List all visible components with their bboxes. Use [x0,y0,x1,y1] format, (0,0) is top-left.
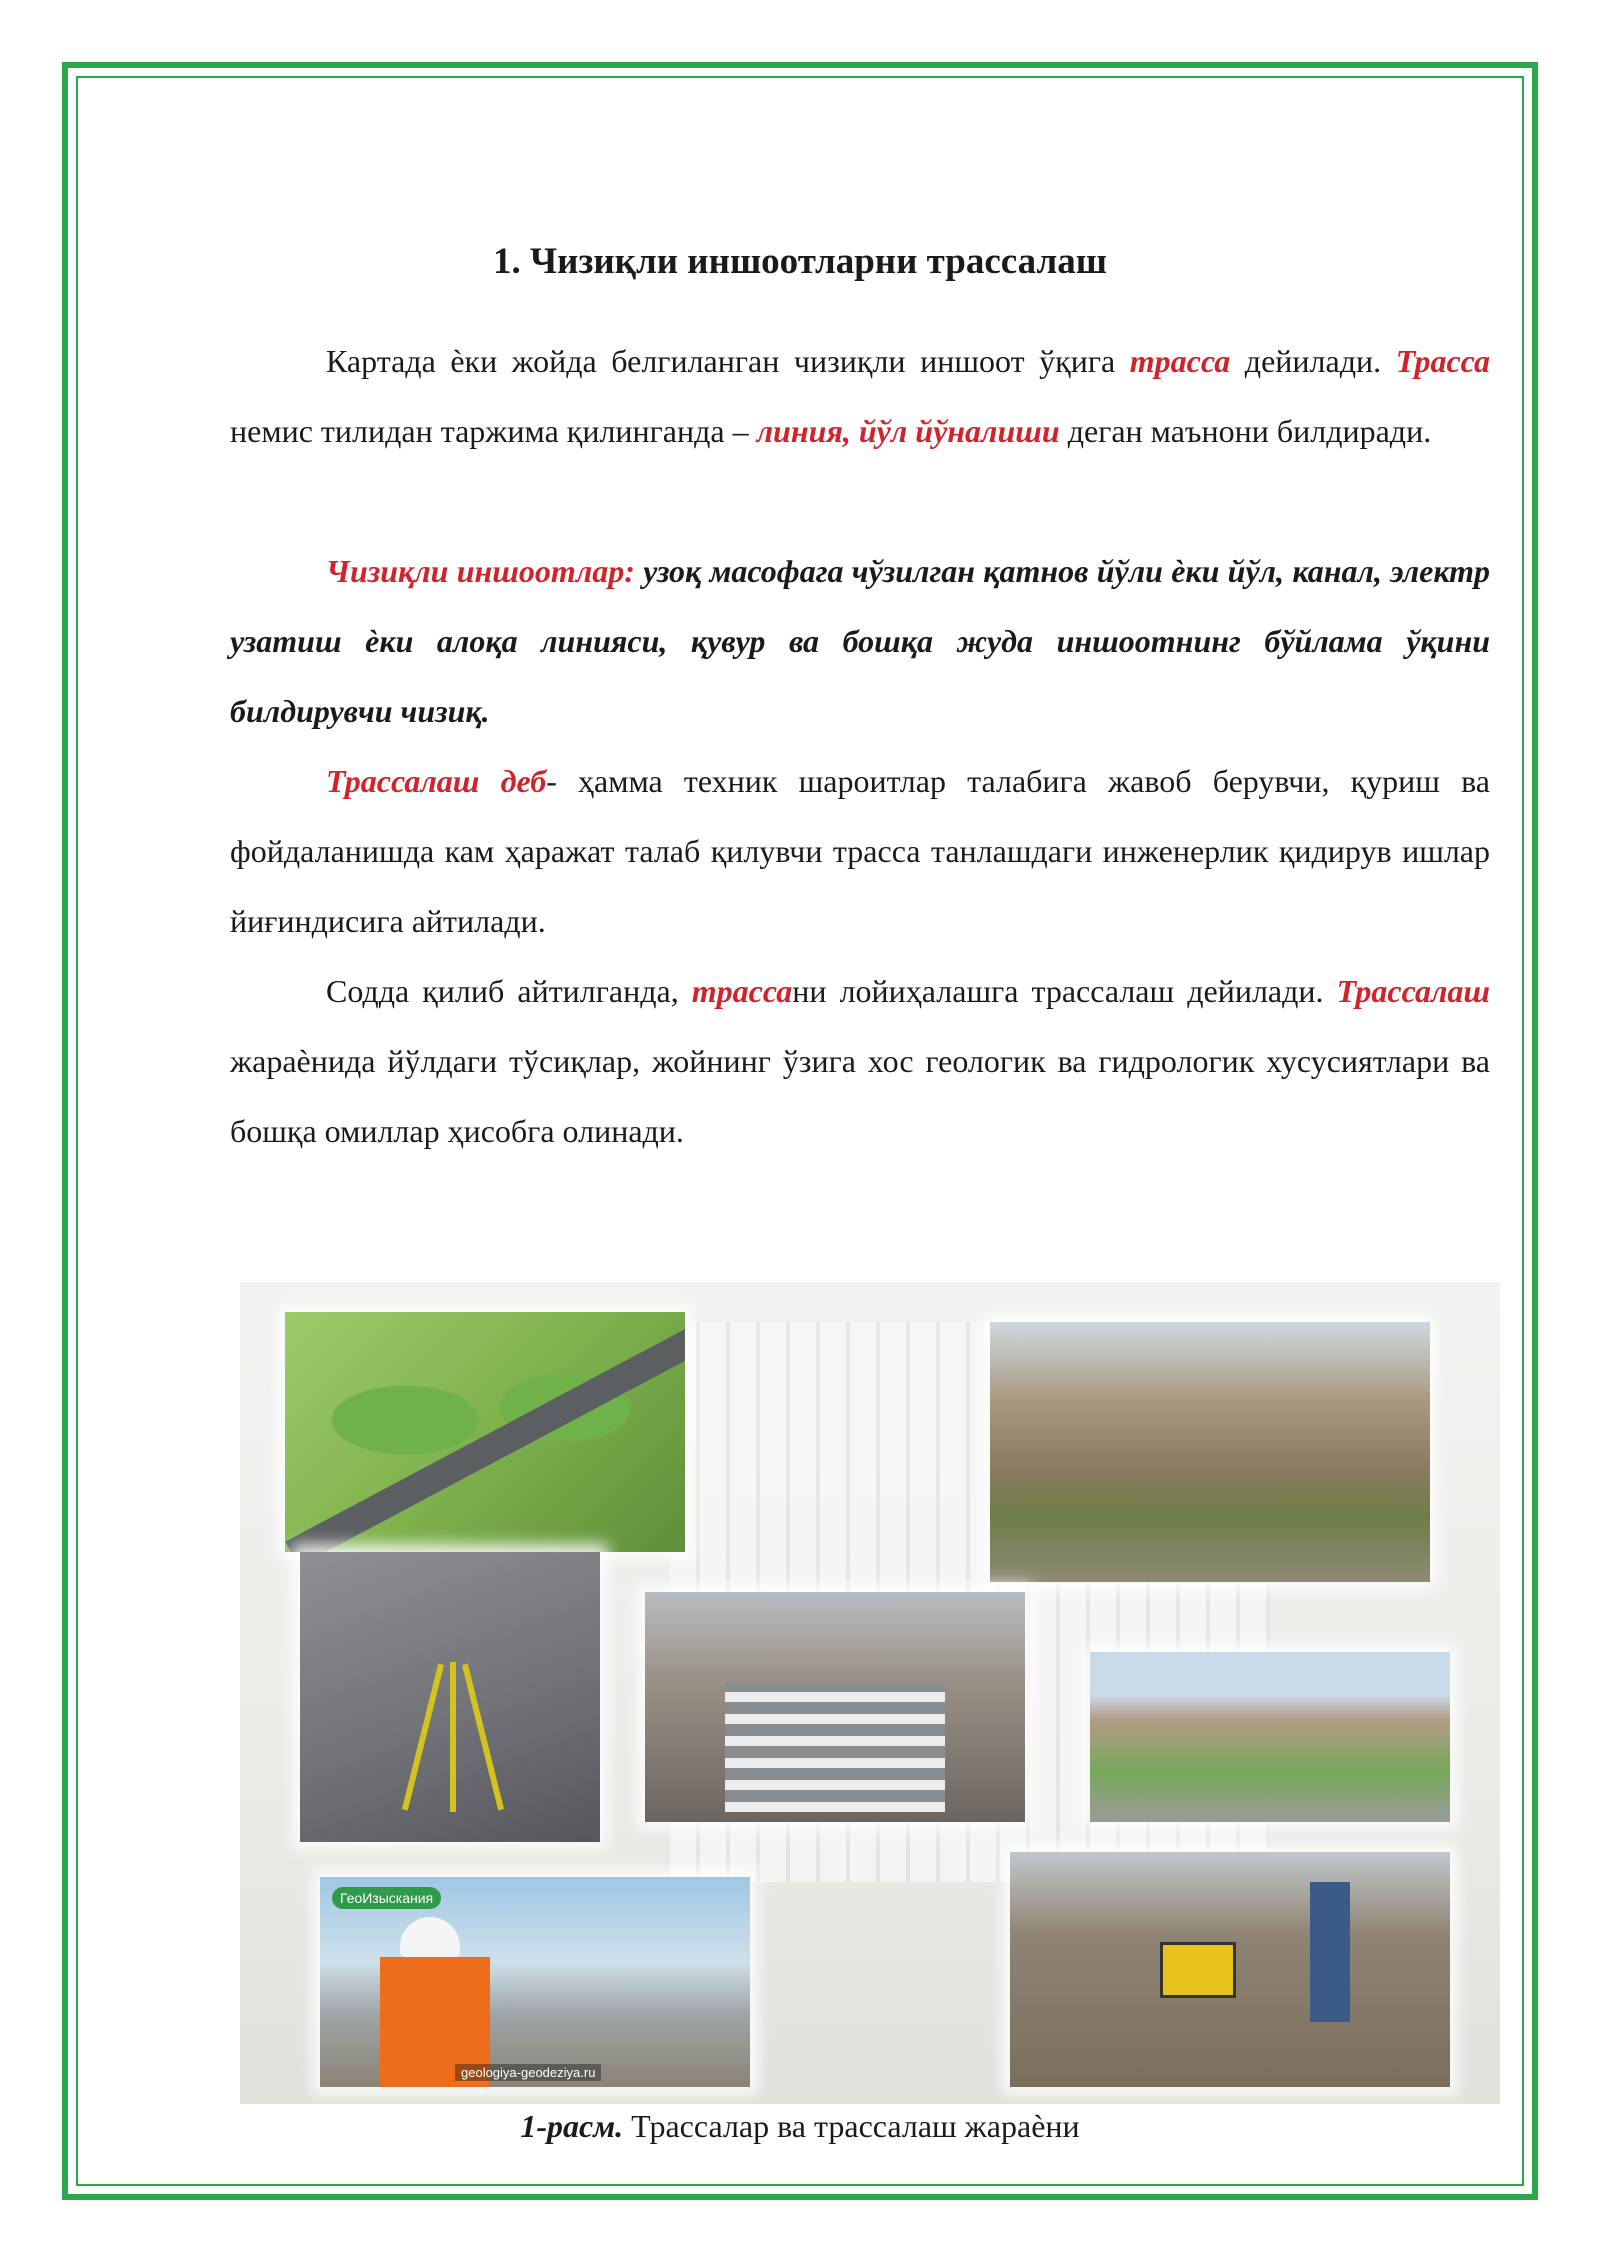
photo-highway-interchange [285,1312,685,1552]
p1-term-trassa: трасса [1129,343,1231,379]
p1-term-liniya: линия, йўл йўналиши [756,413,1060,449]
photo-surveyor-level [1010,1852,1450,2087]
geoizyskaniya-logo: ГеоИзыскания [332,1887,441,1909]
p1-text-e: немис тилидан таржима қилинганда – [230,413,757,449]
caption-text: Трассалар ва трассалаш жараѐни [623,2108,1080,2144]
p1-text-g: деган маънони билдиради. [1059,413,1432,449]
photo-source-url: geologiya-geodeziya.ru [455,2064,601,2081]
figure-caption [0,2108,1600,2145]
figure-collage [240,1282,1500,2104]
photo-surveyor-total-station [320,1877,750,2087]
paragraph-4 [230,956,1490,1166]
photo-city-road [1090,1652,1450,1822]
p4-term-trassalash: Трассалаш [1336,973,1491,1009]
p2-term: Чизиқли иншоотлар: [326,553,635,589]
p1-term-trassa-2: Трасса [1395,343,1491,379]
photo-survey-tripod [300,1552,600,1842]
p4-text-a: Содда қилиб айтилганда, [326,973,692,1009]
paragraph-1 [230,326,1490,466]
p3-definition: - ҳамма техник шароитлар талабига жавоб берувчи, қуриш ва фойдаланишда кам ҳаражат талаб қилувчи трасса танлашдаги инженерлик қидирув ишлар йиғиндисига айтилади. [230,763,1491,939]
p1-text-c: дейилади. [1230,343,1396,379]
p4-text-c: ни лойиҳалашга трассалаш дейилади. [792,973,1337,1009]
p4-term-trassa: трасса [691,973,793,1009]
p1-text-a: Картада ѐки жойда белгиланган чизиқли иншоот ўқига [326,343,1130,379]
photo-rail-track-construction [645,1592,1025,1822]
photo-mountain-railway [990,1322,1430,1582]
section-title: 1. Чизиқли иншоотларни трассалаш [493,241,1107,282]
paragraph-3 [230,746,1490,956]
p4-text-e: жараѐнида йўлдаги тўсиқлар, жойнинг ўзига хос геологик ва гидрологик хусусиятлари ва бошқа омиллар ҳисобга олинади. [230,1043,1490,1149]
caption-label: 1-расм. [520,2108,624,2144]
p3-term: Трассалаш деб [326,763,547,799]
p2-definition: узоқ масофага чўзилган қатнов йўли ѐки йўл, канал, электр узатиш ѐки алоқа линияси, қувур ва бошқа жуда иншоотнинг бўйлама ўқини билдирувчи чизиқ. [230,553,1491,729]
paragraph-2 [230,536,1490,746]
